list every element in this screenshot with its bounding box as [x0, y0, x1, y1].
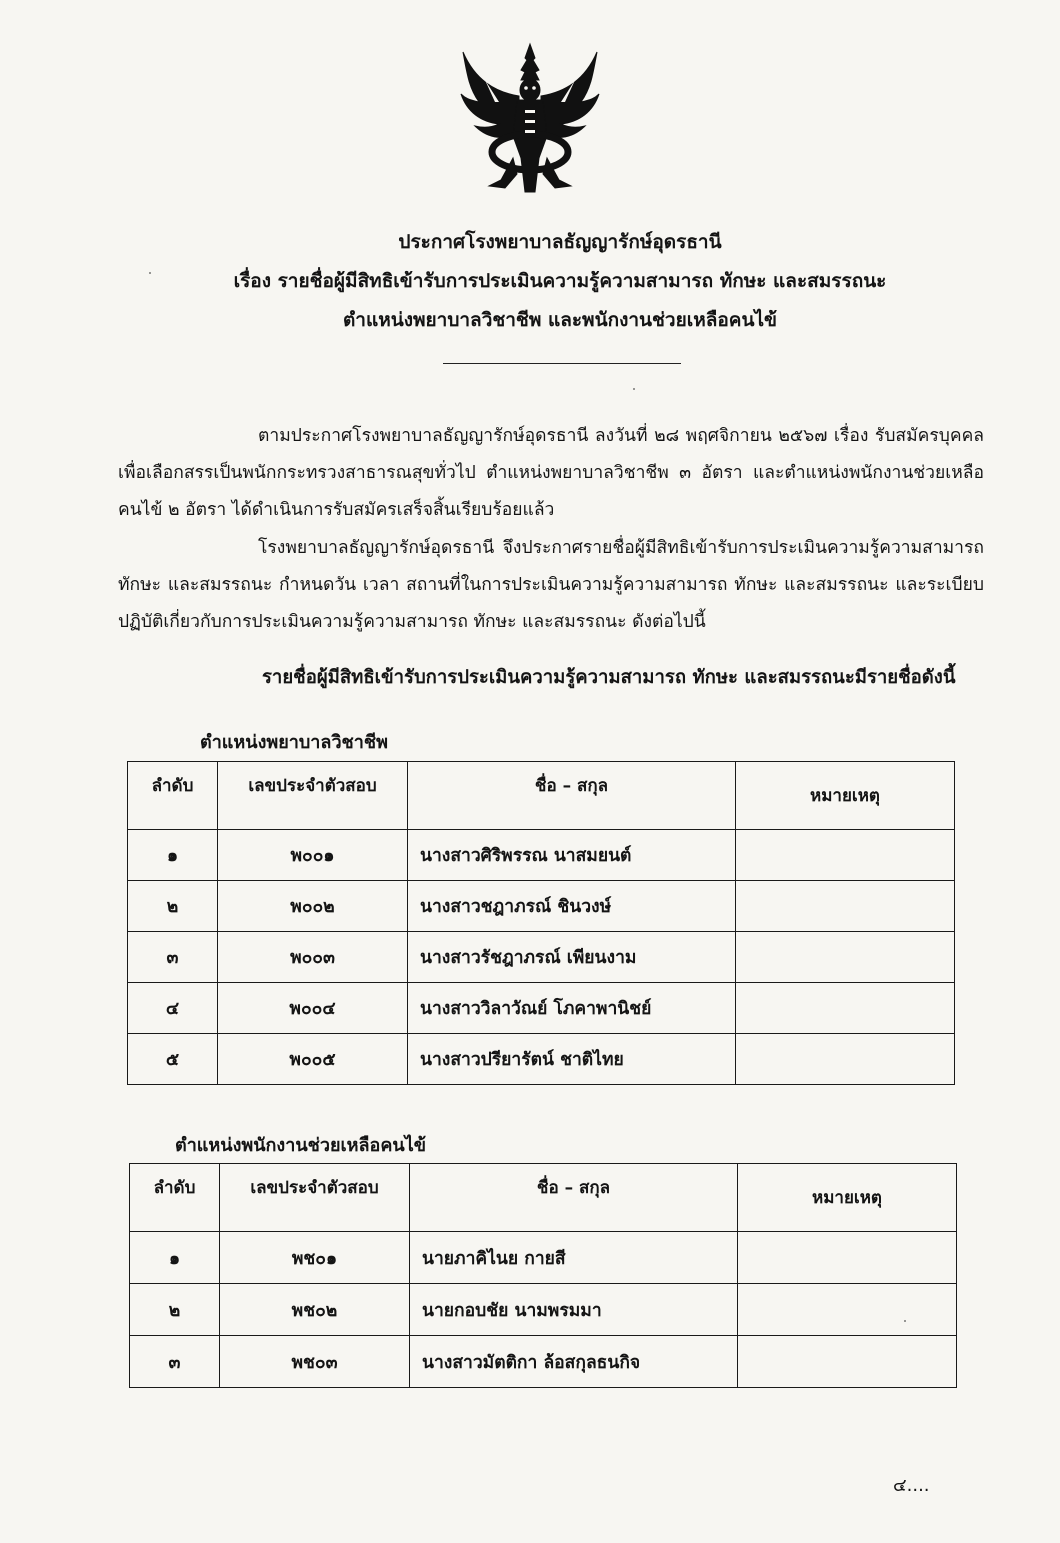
announcement-title: ประกาศโรงพยาบาลธัญญารักษ์อุดรธานี	[398, 231, 722, 253]
row-exam-id: พช๐๓	[220, 1336, 410, 1388]
row-remark	[738, 1336, 957, 1388]
col-name-header: ชื่อ – สกุล	[410, 1164, 738, 1232]
title-divider	[443, 363, 681, 364]
row-order: ๑	[128, 830, 218, 881]
scan-speck	[633, 388, 635, 390]
table-row	[128, 932, 955, 983]
paragraph-1: ตามประกาศโรงพยาบาลธัญญารักษ์อุดรธานี ลงวันที่ ๒๘ พฤศจิกายน ๒๕๖๗ เรื่อง รับสมัครบุคคลเพื่อเลือกสรรเป็นพนักกระทรวงสาธารณสุขทั่วไป ตำแหน่งพยาบาลวิชาชีพ ๓ อัตรา และตำแหน่งพนักงานช่วยเหลือคนไข้ ๒ อัตรา ได้ดำเนินการรับสมัครเสร็จสิ้นเรียบร้อยแล้ว	[118, 426, 984, 520]
col-exam-id-header: เลขประจำตัวสอบ	[218, 762, 408, 830]
col-exam-id-header: เลขประจำตัวสอบ	[220, 1164, 410, 1232]
row-remark	[738, 1232, 957, 1284]
row-name: นางสาวมัตติกา ล้อสกุลธนกิจ	[410, 1336, 738, 1388]
announcement-positions: ตำแหน่งพยาบาลวิชาชีพ และพนักงานช่วยเหลือคนไข้	[342, 309, 778, 331]
row-exam-id: พ๐๐๓	[218, 932, 408, 983]
col-order-header: ลำดับ	[128, 762, 218, 830]
table-header-row	[130, 1164, 957, 1232]
col-remark-header: หมายเหตุ	[738, 1164, 957, 1232]
row-order: ๓	[130, 1336, 220, 1388]
row-name: นางสาวรัชฎาภรณ์ เพียนงาม	[408, 932, 736, 983]
paragraph-2: โรงพยาบาลธัญญารักษ์อุดรธานี จึงประกาศรายชื่อผู้มีสิทธิเข้ารับการประเมินความรู้ความสามารถ ทักษะ และสมรรถนะ กำหนดวัน เวลา สถานที่ในการประเมินความรู้ความสามารถ ทักษะ และสมรรถนะ และระเบียบปฏิบัติเกี่ยวกับการประเมินความรู้ความสามารถ ทักษะ และสมรรถนะ ดังต่อไปนี้	[118, 538, 984, 632]
assistant-candidate-table	[129, 1163, 957, 1388]
row-order: ๒	[128, 881, 218, 932]
page-continuation-marker: ๔....	[893, 1475, 930, 1496]
table-header-row	[128, 762, 955, 830]
row-order: ๔	[128, 983, 218, 1034]
garuda-emblem-icon	[455, 40, 605, 200]
table-row	[128, 1034, 955, 1085]
row-exam-id: พ๐๐๒	[218, 881, 408, 932]
table-row	[128, 881, 955, 932]
row-exam-id: พช๐๑	[220, 1232, 410, 1284]
row-order: ๕	[128, 1034, 218, 1085]
row-remark	[736, 881, 955, 932]
table-row	[128, 830, 955, 881]
list-heading: รายชื่อผู้มีสิทธิเข้ารับการประเมินความรู้ความสามารถ ทักษะ และสมรรถนะมีรายชื่อดังนี้	[262, 667, 956, 688]
row-remark	[736, 983, 955, 1034]
row-exam-id: พ๐๐๔	[218, 983, 408, 1034]
col-name-header: ชื่อ – สกุล	[408, 762, 736, 830]
col-order-header: ลำดับ	[130, 1164, 220, 1232]
section-title-nurse: ตำแหน่งพยาบาลวิชาชีพ	[200, 732, 388, 753]
nurse-candidate-table	[127, 761, 955, 1085]
col-remark-header: หมายเหตุ	[736, 762, 955, 830]
table-row	[130, 1336, 957, 1388]
row-name: นายภาคิไนย กายสี	[410, 1232, 738, 1284]
row-name: นางสาววิลาวัณย์ โภคาพานิชย์	[408, 983, 736, 1034]
row-remark	[736, 932, 955, 983]
row-name: นางสาวปรียารัตน์ ชาติไทย	[408, 1034, 736, 1085]
row-exam-id: พช๐๒	[220, 1284, 410, 1336]
row-remark	[738, 1284, 957, 1336]
paragraph-intro	[118, 418, 984, 529]
scan-speck	[149, 272, 151, 274]
row-exam-id: พ๐๐๑	[218, 830, 408, 881]
row-remark	[736, 830, 955, 881]
announcement-subject: เรื่อง รายชื่อผู้มีสิทธิเข้ารับการประเมินความรู้ความสามารถ ทักษะ และสมรรถนะ	[233, 270, 887, 292]
row-name: นางสาวชฎาภรณ์ ชินวงษ์	[408, 881, 736, 932]
row-name: นายกอบชัย นามพรมมา	[410, 1284, 738, 1336]
row-exam-id: พ๐๐๕	[218, 1034, 408, 1085]
table-row	[130, 1284, 957, 1336]
section-title-assistant: ตำแหน่งพนักงานช่วยเหลือคนไข้	[175, 1135, 427, 1156]
row-remark	[736, 1034, 955, 1085]
row-name: นางสาวศิริพรรณ นาสมยนต์	[408, 830, 736, 881]
table-row	[128, 983, 955, 1034]
scan-speck	[904, 1320, 906, 1322]
row-order: ๓	[128, 932, 218, 983]
row-order: ๒	[130, 1284, 220, 1336]
table-row	[130, 1232, 957, 1284]
paragraph-announcement	[118, 530, 984, 641]
row-order: ๑	[130, 1232, 220, 1284]
